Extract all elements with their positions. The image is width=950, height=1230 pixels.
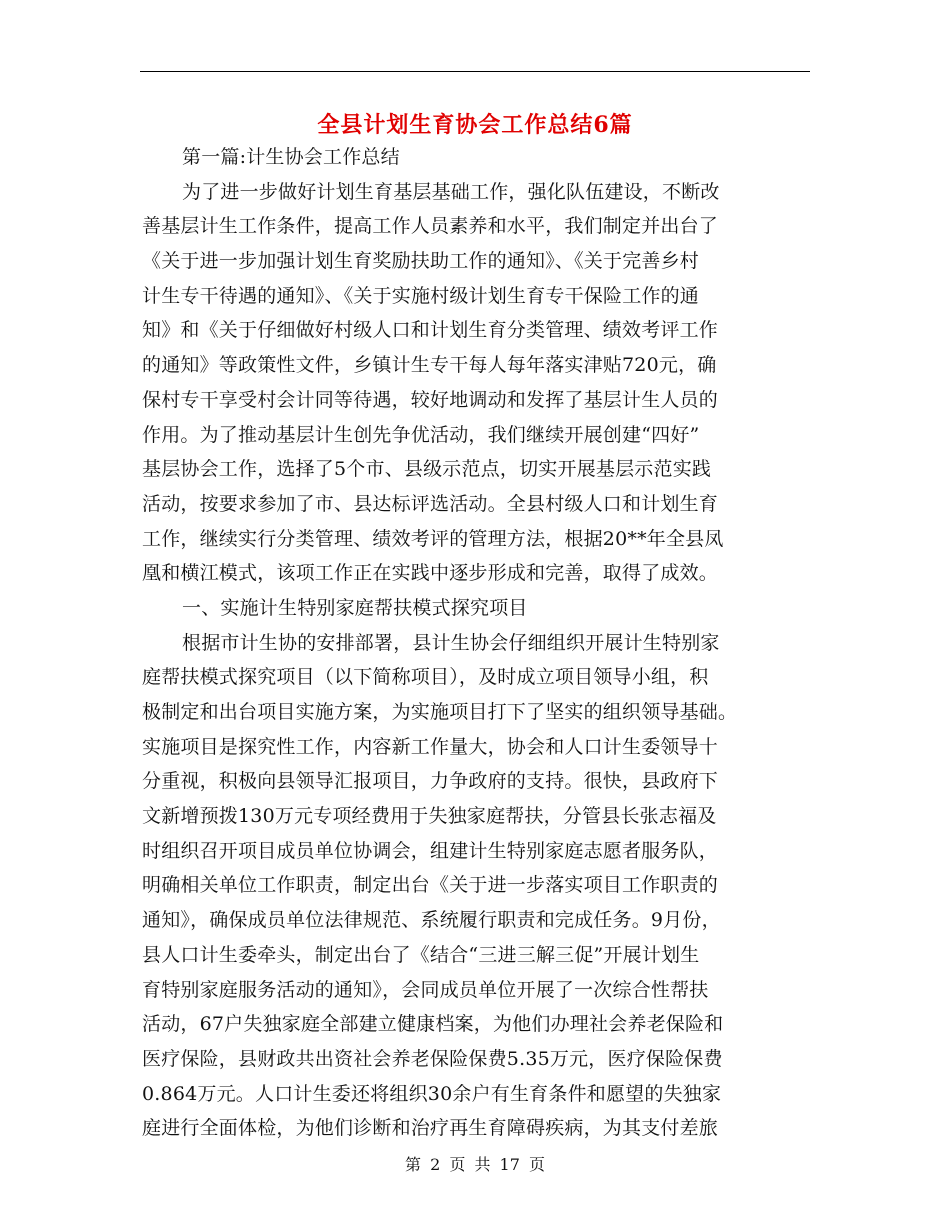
text-line: 善基层计生工作条件，提高工作人员素养和水平，我们制定并出台了 [142,215,719,238]
text-line: 文新增预拨130万元专项经费用于失独家庭帮扶，分管县长张志福及 [142,805,717,828]
text-line: 保村专干享受村会计同等待遇，较好地调动和发挥了基层计生人员的 [142,388,719,411]
text-line: 根据市计生协的安排部署，县计生协会仔细组织开展计生特别家 [182,631,720,654]
text-line: 实施项目是探究性工作，内容新工作量大，协会和人口计生委领导十 [142,735,719,758]
text-line: 医疗保险，县财政共出资社会养老保险保费5.35万元，医疗保险保费 [142,1047,723,1070]
text-line: 活动，67户失独家庭全部建立健康档案，为他们办理社会养老保险和 [142,1013,724,1036]
text-line: 工作，继续实行分类管理、绩效考评的管理方法，根据20**年全县凤 [142,527,724,550]
header-rule [140,71,810,72]
text-line: 育特别家庭服务活动的通知》，会同成员单位开展了一次综合性帮扶 [142,978,709,1001]
text-line: 基层协会工作，选择了5个市、县级示范点，切实开展基层示范实践 [142,458,712,481]
text-line: 通知》，确保成员单位法律规范、系统履行职责和完成任务。9月份， [142,909,721,932]
text-line: 计生专干待遇的通知》、《关于实施村级计划生育专干保险工作的通 [142,284,700,307]
document-title: 全县计划生育协会工作总结6篇 [317,112,633,138]
text-line: 时组织召开项目成员单位协调会，组建计生特别家庭志愿者服务队， [142,839,719,862]
text-line: 0.864万元。人口计生委还将组织30余户有生育条件和愿望的失独家 [142,1082,722,1105]
text-line: 知》和《关于仔细做好村级人口和计划生育分类管理、绩效考评工作 [142,319,719,342]
text-line: 《关于进一步加强计划生育奖励扶助工作的通知》、《关于完善乡村 [142,250,700,273]
document-body [142,140,812,1146]
text-line: 凰和横江模式，该项工作正在实践中逐步形成和完善，取得了成效。 [142,562,719,585]
text-line: 县人口计生委牵头，制定出台了《结合“三进三解三促”开展计划生 [142,943,700,966]
text-line: 的通知》等政策性文件，乡镇计生专干每人每年落实津贴720元，确 [142,354,717,377]
text-line: 明确相关单位工作职责，制定出台《关于进一步落实项目工作职责的 [142,874,719,897]
text-line: 活动，按要求参加了市、县达标评选活动。全县村级人口和计划生育 [142,492,719,515]
text-line: 庭帮扶模式探究项目（以下简称项目），及时成立项目领导小组，积 [142,666,709,689]
text-line: 第一篇:计生协会工作总结 [182,146,400,168]
text-line: 作用。为了推动基层计生创先争优活动，我们继续开展创建“四好” [142,423,700,446]
page-footer: 第 2 页 共 17 页 [405,1155,545,1174]
text-line: 一、实施计生特别家庭帮扶模式探究项目 [182,596,528,619]
text-line: 分重视，积极向县领导汇报项目，力争政府的支持。很快，县政府下 [142,770,719,793]
text-line: 极制定和出台项目实施方案，为实施项目打下了坚实的组织领导基础。 [142,701,738,723]
text-line: 庭进行全面体检，为他们诊断和治疗再生育障碍疾病，为其支付差旅 [142,1117,719,1140]
text-line: 为了进一步做好计划生育基层基础工作，强化队伍建设，不断改 [182,180,720,203]
